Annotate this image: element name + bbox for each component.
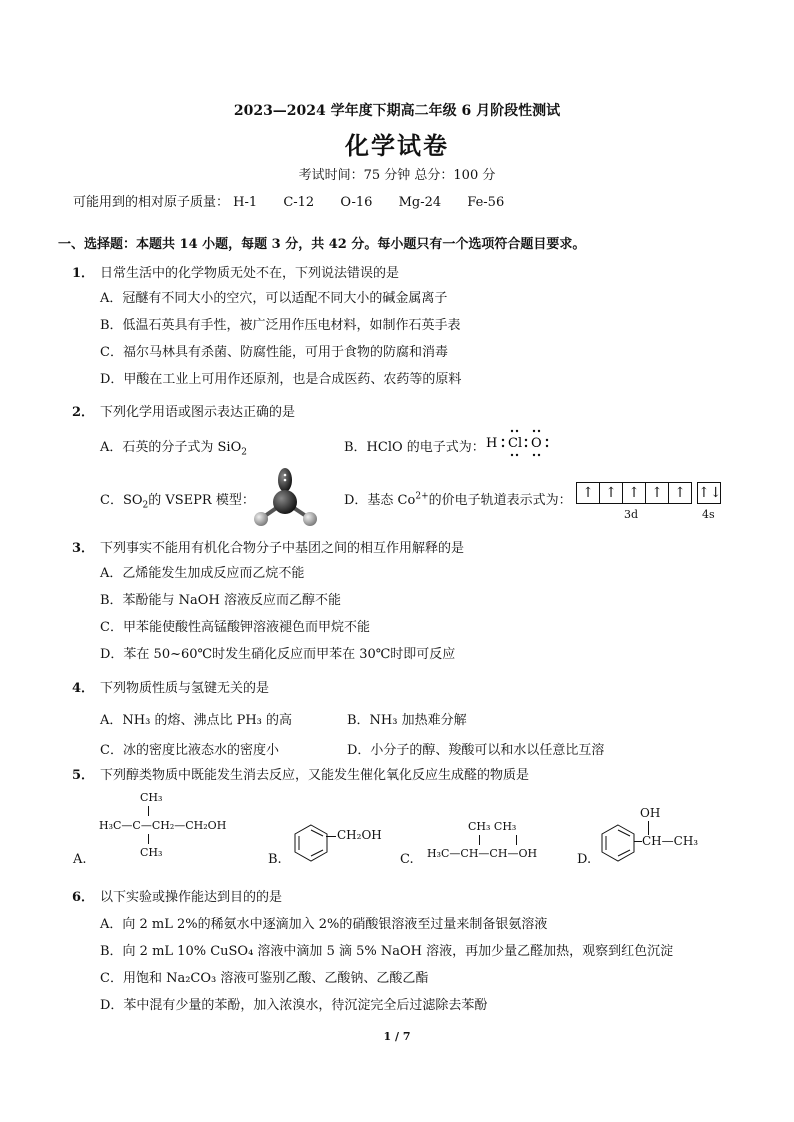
question-6: 6． 以下实验或操作能达到目的的是	[72, 890, 283, 905]
masses-label: 可能用到的相对原子质量：	[73, 195, 230, 210]
q1-option-c: C．福尔马林具有杀菌、防腐性能，可用于食物的防腐和消毒	[100, 345, 448, 360]
bond-line	[148, 806, 149, 816]
mass-item: Mg-24	[398, 195, 442, 210]
q5-label-d: D.	[577, 852, 592, 867]
mass-item: C-12	[283, 195, 315, 210]
bond-line	[148, 834, 149, 844]
q4-option-d: D．小分子的醇、羧酸可以和水以任意比互溶	[347, 743, 605, 758]
svg-text:H: H	[486, 436, 498, 451]
bond-line	[634, 841, 642, 842]
page-number: 1 / 7	[383, 1030, 411, 1043]
atomic-masses	[73, 191, 526, 210]
q5-label-a: A.	[73, 852, 87, 867]
bond-line	[648, 821, 649, 835]
q5-d-top: OH	[640, 806, 661, 820]
q4-option-b: B．NH₃ 加热难分解	[347, 713, 467, 728]
label-3d: 3d	[624, 508, 639, 521]
question-3: 3． 下列事实不能用有机化合物分子中基团之间的相互作用解释的是	[72, 541, 465, 556]
q5-label-c: C.	[400, 852, 414, 867]
question-2: 2． 下列化学用语或图示表达正确的是	[72, 405, 296, 420]
q5-d-group: CH—CH₃	[642, 834, 699, 848]
q2-option-b: B．HClO 的电子式为：	[344, 440, 485, 455]
q5-c-main: H₃C—CH—CH—OH	[427, 847, 538, 860]
orbital-4s: ↑↓	[697, 482, 721, 504]
q6-option-b: B．向 2 mL 10% CuSO₄ 溶液中滴加 5 滴 5% NaOH 溶液，再加少量乙醛加热，观察到红色沉淀	[100, 944, 674, 959]
q2-option-a: A．石英的分子式为 SiO$_2$	[100, 440, 247, 458]
q1-option-d: D．甲酸在工业上可用作还原剂，也是合成医药、农药等的原料	[100, 372, 462, 387]
q4-option-c: C．冰的密度比液态水的密度小	[100, 743, 279, 758]
benzene-ring	[597, 822, 639, 862]
exam-title: 2023—2024 学年度下期高二年级 6 月阶段性测试	[233, 103, 561, 119]
q3-option-a: A．乙烯能发生加成反应而乙烷不能	[100, 566, 305, 581]
orbital-3d-3: ↑	[622, 482, 646, 504]
bond-line	[326, 836, 336, 837]
q3-option-b: B．苯酚能与 NaOH 溶液反应而乙醇不能	[100, 593, 341, 608]
mass-item: Fe-56	[467, 195, 505, 210]
mass-item: H-1	[233, 195, 258, 210]
subject-title: 化学试卷	[345, 131, 449, 160]
q2-option-c: C．$SO_2$的 VSEPR 模型：	[100, 493, 255, 511]
bond-line	[516, 835, 517, 845]
question-1: 1． 日常生活中的化学物质无处不在，下列说法错误的是	[72, 266, 400, 281]
orbital-3d-2: ↑	[599, 482, 623, 504]
svg-text:Cl: Cl	[508, 436, 523, 451]
mass-item: O-16	[340, 195, 373, 210]
q2-option-d: D．基态 $Co^{2+}$的价电子轨道表示式为：	[344, 491, 572, 508]
q6-option-d: D．苯中混有少量的苯酚，加入浓溴水，待沉淀完全后过滤除去苯酚	[100, 998, 488, 1013]
q5-label-b: B.	[268, 852, 282, 867]
q4-option-a: A．NH₃ 的熔、沸点比 PH₃ 的高	[100, 713, 293, 728]
q5-b-group: CH₂OH	[337, 828, 382, 842]
orbital-3d-1: ↑	[576, 482, 600, 504]
q3-option-c: C．甲苯能使酸性高锰酸钾溶液褪色而甲烷不能	[100, 620, 370, 635]
q5-a-bot: CH₃	[140, 846, 163, 859]
benzene-ring	[290, 822, 332, 862]
q3-option-d: D．苯在 50~60℃时发生硝化反应而甲苯在 30℃时即可反应	[100, 647, 456, 662]
section-heading: 一、选择题：本题共 14 小题，每题 3 分，共 42 分。每小题只有一个选项符合题目要求。	[58, 237, 586, 252]
orbital-3d-5: ↑	[668, 482, 692, 504]
hclo-electron-formula	[484, 428, 556, 458]
bond-line	[479, 835, 480, 845]
q6-option-c: C．用饱和 Na₂CO₃ 溶液可鉴别乙酸、乙酸钠、乙酸乙酯	[100, 971, 429, 986]
label-4s: 4s	[702, 508, 715, 521]
svg-text:O: O	[531, 436, 542, 451]
q6-option-a: A．向 2 mL 2%的稀氨水中逐滴加入 2%的硝酸银溶液至过量来制备银氨溶液	[100, 917, 548, 932]
q5-a-top: CH₃	[140, 791, 163, 804]
q1-option-b: B．低温石英具有手性，被广泛用作压电材料，如制作石英手表	[100, 318, 461, 333]
orbital-3d-4: ↑	[645, 482, 669, 504]
q5-a-main: H₃C—C—CH₂—CH₂OH	[99, 819, 227, 832]
question-4: 4． 下列物质性质与氢键无关的是	[72, 681, 270, 696]
so2-vsepr-model	[248, 462, 324, 530]
question-5: 5． 下列醇类物质中既能发生消去反应，又能发生催化氧化反应生成醛的物质是	[72, 768, 530, 783]
exam-info: 考试时间：75 分钟 总分：100 分	[298, 168, 496, 183]
q5-c-top: CH₃ CH₃	[468, 820, 517, 833]
q1-option-a: A．冠醚有不同大小的空穴，可以适配不同大小的碱金属离子	[100, 291, 448, 306]
